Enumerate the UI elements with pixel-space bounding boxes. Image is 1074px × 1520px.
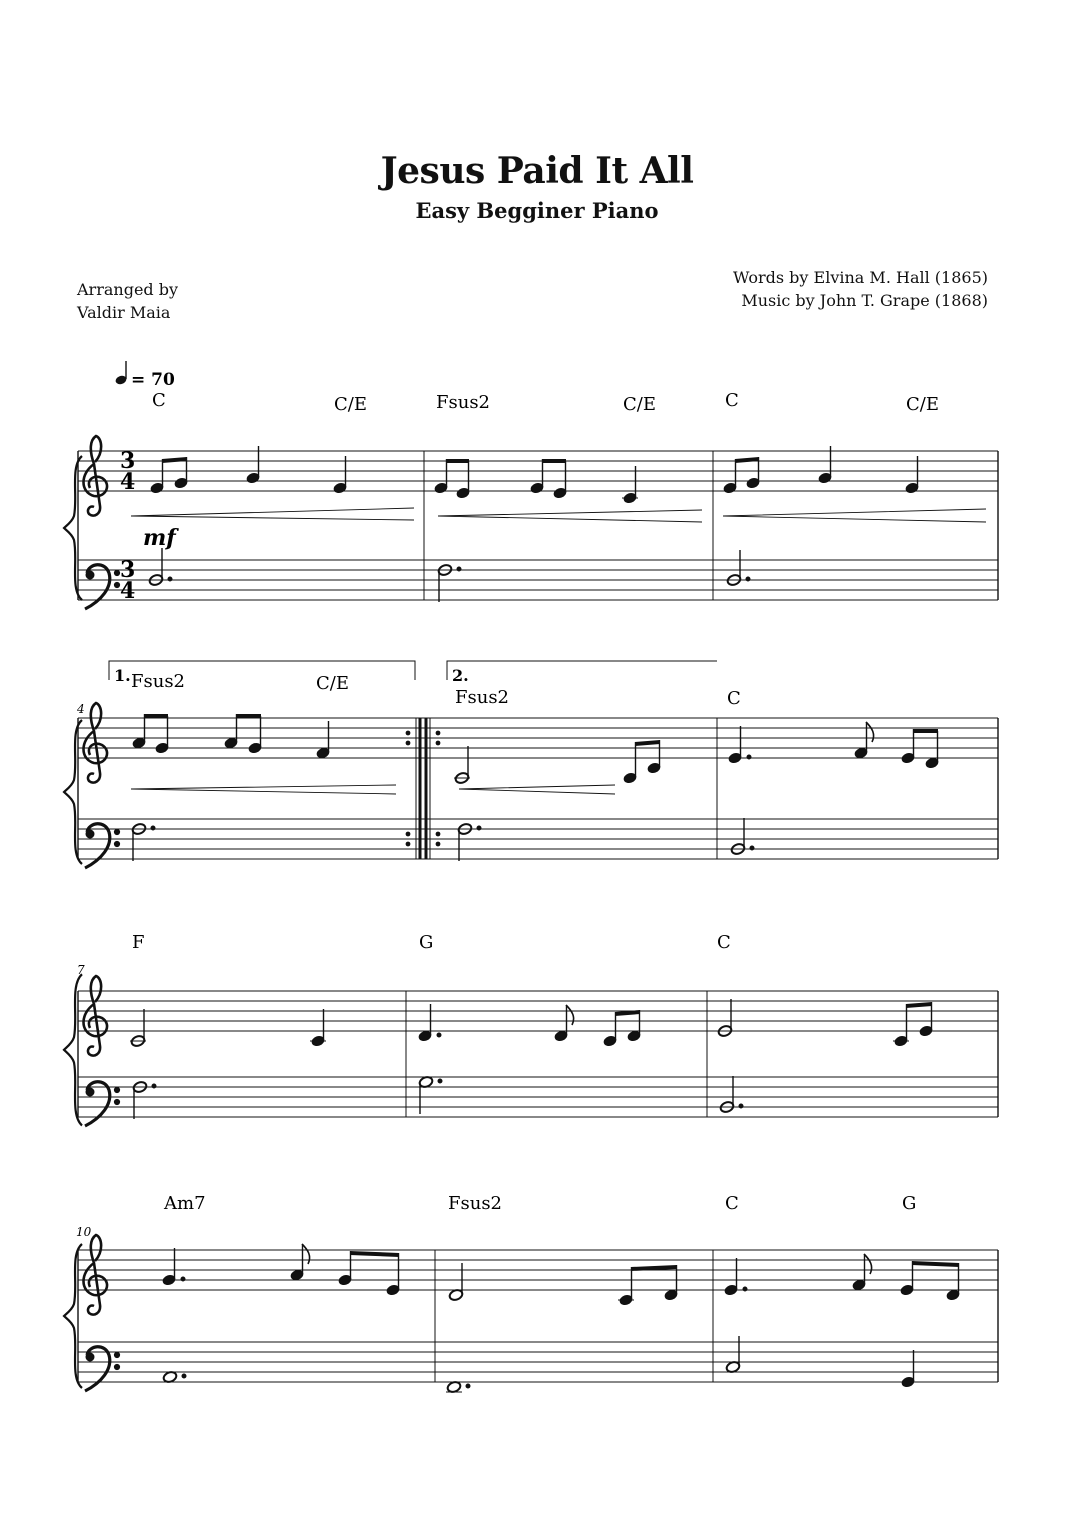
time-sig-bass-top: 3 [120,557,136,583]
chord-symbol: Fsus2 [131,671,186,692]
time-sig-treble-bottom: 4 [120,469,136,495]
song-subtitle: Easy Begginer Piano [415,198,659,223]
chord-symbol: G [902,1193,917,1214]
chord-symbol: G [419,932,434,953]
chord-symbol: C [725,390,739,411]
treble-clef-icon [84,703,108,783]
volta-1-label: 1. [114,666,131,685]
bass-clef-icon [85,824,120,868]
music-credit: Music by John T. Grape (1868) [741,291,988,310]
chord-symbol: C/E [316,673,349,694]
arranger-name: Valdir Maia [77,303,171,322]
chord-symbol: C [152,390,166,411]
notes-system-1 [131,446,986,602]
tempo-marking [114,361,175,390]
arranger-label: Arranged by [77,280,179,299]
chord-symbol: C/E [334,394,367,415]
system-2 [64,661,998,868]
measure-number: 7 [77,963,85,977]
notes-system-3 [130,999,933,1119]
chord-symbol: Fsus2 [448,1193,503,1214]
brace-icon [64,974,82,1125]
bass-clef-icon [85,1082,120,1126]
chord-symbol: Fsus2 [436,392,491,413]
chord-symbol: C [725,1193,739,1214]
system-1 [64,436,998,609]
chord-symbol: Fsus2 [455,687,510,708]
bass-clef-icon [85,565,120,609]
brace-icon [64,456,82,600]
notes-system-4 [162,1244,960,1394]
system-4 [64,1235,998,1391]
treble-clef-icon [84,976,108,1056]
chord-symbol: Am7 [164,1193,206,1214]
measure-number: 4 [77,702,85,716]
system-3 [64,974,998,1126]
tempo-text: = 70 [131,370,175,390]
treble-clef-icon [84,1235,108,1315]
chord-symbol: C [717,932,731,953]
time-sig-bass-bottom: 4 [120,578,136,604]
bass-staff-lines [78,560,998,600]
words-credit: Words by Elvina M. Hall (1865) [733,268,988,287]
song-title: Jesus Paid It All [380,150,694,192]
chord-symbol: C [727,688,741,709]
brace-icon [64,720,82,864]
measure-number: 10 [76,1225,92,1239]
treble-clef-icon [84,436,108,516]
dynamic-marking: mf [143,525,176,551]
chord-symbol: F [132,932,145,953]
bass-clef-icon [85,1347,120,1391]
volta-2-label: 2. [452,666,469,685]
time-sig-treble-top: 3 [120,448,136,474]
chord-symbol: C/E [623,394,656,415]
brace-icon [64,1244,82,1388]
chord-symbol: C/E [906,394,939,415]
